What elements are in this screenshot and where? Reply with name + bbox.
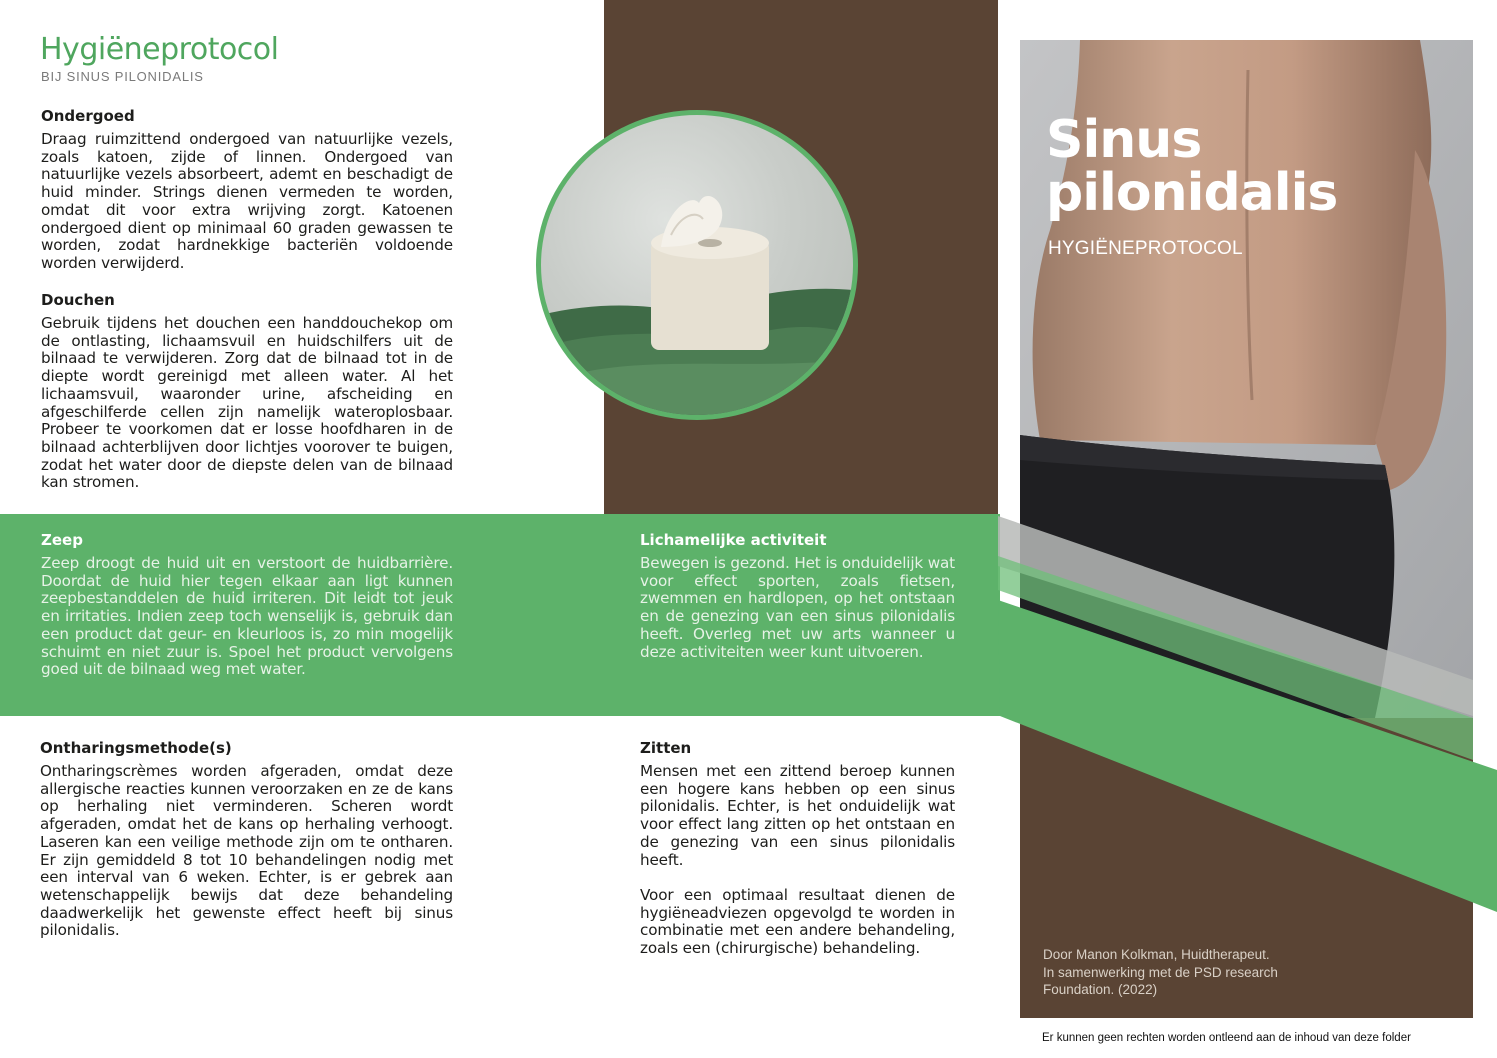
cover-credits — [1043, 946, 1278, 999]
toilet-paper-illustration — [541, 115, 853, 415]
credit-line-1: Door Manon Kolkman, Huidtherapeut. — [1043, 947, 1270, 962]
section-heading-zeep: Zeep — [41, 531, 83, 549]
cover-title-line2: pilonidalis — [1046, 163, 1338, 223]
page-title: Hygiëneprotocol — [40, 32, 279, 67]
section-heading-activiteit: Lichamelijke activiteit — [640, 531, 827, 549]
section-heading-zitten: Zitten — [640, 739, 692, 757]
section-text-zitten-1: Mensen met een zittend beroep kunnen een hogere kans hebben op een sinus pilonidalis. Echter, is het onduidelijk wat voor effect lang zitten op het ontstaan en de genezing van een sinus pilonidalis heeft. — [640, 762, 955, 869]
toilet-paper-photo — [536, 110, 858, 420]
section-text-douchen: Gebruik tijdens het douchen een handdouchekop om de ontlasting, lichaamsvuil en huidschilfers uit de bilnaad te verwijderen. Zorg dat de bilnaad tot in de diepte wordt gereinigd met alleen water. Al het lichaamsvuil, waaronder urine, afscheiding en afgeschilferde cellen zijn namelijk wateroplosbaar. Probeer te voorkomen dat er losse hoofdharen in de bilnaad achterblijven door lichtjes voorover te buigen, zodat het water door de diepste delen van de bilnaad kan stromen. — [41, 314, 453, 492]
section-heading-ontharing: Ontharingsmethode(s) — [40, 739, 232, 757]
section-heading-ondergoed: Ondergoed — [41, 107, 135, 125]
section-text-zitten-2: Voor een optimaal resultaat dienen de hygiëneadviezen opgevolgd te worden in combinatie met een andere behandeling, zoals een (chirurgische) behandeling. — [640, 886, 955, 958]
disclaimer: Er kunnen geen rechten worden ontleend aan de inhoud van deze folder — [1042, 1032, 1411, 1044]
section-heading-douchen: Douchen — [41, 291, 115, 309]
cover-subtitle: HYGIËNEPROTOCOL — [1048, 238, 1243, 259]
section-text-activiteit: Bewegen is gezond. Het is onduidelijk wat voor effect sporten, zoals fietsen, zwemmen en hardlopen, op het ontstaan en de genezing van een sinus pilonidalis heeft. Overleg met uw arts wanneer u deze activiteiten weer kunt uitvoeren. — [640, 554, 955, 661]
section-text-zeep: Zeep droogt de huid uit en verstoort de huidbarrière. Doordat de huid hier tegen elkaar aan ligt kunnen zeepbestanddelen de huid irriteren. Dit leidt tot jeuk en irritaties. Indien zeep toch wenselijk is, gebruik dan een product dat geur- en kleurloos is, zo min mogelijk schuimt en niet zuur is. Spoel het product vervolgens goed uit de bilnaad weg met water. — [41, 554, 453, 679]
section-text-ondergoed: Draag ruimzittend ondergoed van natuurlijke vezels, zoals katoen, zijde of linnen. Ondergoed van natuurlijke vezels absorbeert, ademt en beschadigt de huid minder. Strings dienen vermeden te worden, omdat dit voor extra wrijving zorgt. Katoenen ondergoed dient op minimaal 60 graden gewassen te worden, zodat hardnekkige bacteriën voldoende worden verwijderd. — [41, 130, 453, 272]
page-subtitle: BIJ SINUS PILONIDALIS — [41, 69, 204, 84]
credit-line-2: In samenwerking met de PSD research — [1043, 964, 1278, 980]
cover-title-line1: Sinus — [1046, 110, 1202, 170]
section-text-ontharing: Ontharingscrèmes worden afgeraden, omdat deze allergische reacties kunnen veroorzaken en ze de kans op herhaling niet verminderen. Scheren wordt afgeraden, omdat het de kans op herhaling verhoogt. Laseren kan een veilige methode zijn om te ontharen. Er zijn gemiddeld 8 tot 10 behandelingen nodig met een interval van 6 weken. Echter, is er gebrek aan wetenschappelijk bewijs dat deze behandeling daadwerkelijk het gewenste effect heeft bij sinus pilonidalis. — [40, 762, 453, 940]
cover-title — [1046, 110, 1338, 223]
credit-line-3: Foundation. (2022) — [1043, 982, 1158, 997]
